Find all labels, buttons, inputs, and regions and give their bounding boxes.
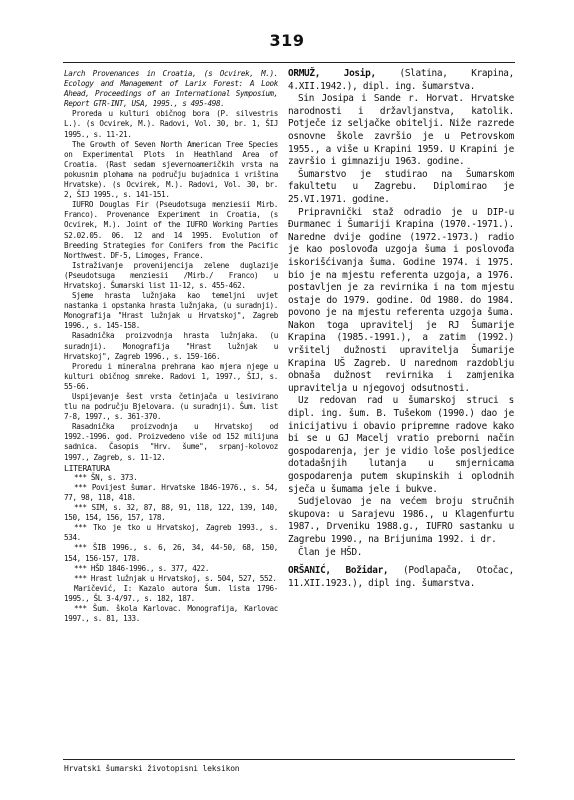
entry-ormuz-paragraph: Član je HŠD. bbox=[298, 546, 363, 558]
bibliography-item: Uspijevanje šest vrsta četinjača u lesivirano tlu na području Bjelovara. (u suradnji). Šum. list 7-8, 1997., s. 361-370. bbox=[64, 392, 278, 422]
page-number: 319 bbox=[269, 31, 305, 50]
literature-item: *** SIM, s. 32, 87, 88, 91, 118, 122, 139, 140, 150, 154, 156, 157, 178. bbox=[64, 503, 278, 523]
bibliography-item: Proreda u kulturi običnog bora (P. silvestris L.). (s Ocvirek, M.). Radovi, Vol. 30, br. 1, ŠIJ 1995., s. 11-21. bbox=[64, 109, 278, 139]
entry-ormuz-intro bbox=[288, 68, 514, 93]
entry-ormuz-paragraph: Uz redovan rad u šumarskoj struci s dipl. ing. šum. B. Tušekom (1990.) dao je inicijativu i obavio pripremne radove kako bi se u GJ Macelj vratio preborni način gospodarenja, jer je vidio loše posljedice dotadašnjih lutanja u smjernicama gospodarenja putem skupinskih i oplodnih sječa u šumama jele i bukve. bbox=[288, 395, 514, 495]
literature-item: *** Tko je tko u Hrvatskoj, Zagreb 1993., s. 534. bbox=[64, 523, 278, 543]
bibliography-item: The Growth of Seven North American Tree Species on Experimental Plots in Heathland Area of Croatia. (Rast sedam sjevernoameričkih vrsta na pokusnim plohama na području bujadnica i vriština Hrvatske). (s Ocvirek, M.). Radovi, Vol. 30, br. 2, ŠIJ 1995., s. 141-151. bbox=[64, 139, 278, 200]
literature-item: *** Hrast lužnjak u Hrvatskoj, s. 504, 527, 552. bbox=[74, 573, 277, 583]
literature-item: *** HŠD 1846-1996., s. 377, 422. bbox=[74, 563, 210, 573]
bibliography-item: IUFRO Douglas Fir (Pseudotsuga menziesii Mirb. Franco). Provenance Experiment in Croatia, (s Ocvirek, M.). Joint of the IUFRO Working Parties S2.02.05. 06. 12 and 14 1995. Evolution of Breeding Strategies for Conifers from the Pacific Northwest. DF-5, Limoges, France. bbox=[64, 200, 278, 260]
header-rule bbox=[63, 62, 515, 63]
right-column bbox=[288, 68, 514, 590]
entry-ormuz-paragraph: Sudjelovao je na većem broju stručnih skupova: u Sarajevu 1986., u Klagenfurtu 1987., Drveniku 1988.g., IUFRO sastanku u Zagrebu 1990., na Brijunima 1992. i dr. bbox=[288, 496, 514, 545]
literature-item: Maričević, I: Kazalo autora Šum. lista 1796-1995., ŠL 3-4/97., s. 182, 187. bbox=[64, 583, 278, 603]
entry-ormuz-paragraph: Šumarstvo je studirao na Šumarskom fakultetu u Zagrebu. Diplomirao je 25.VI.1971. godine. bbox=[288, 168, 514, 205]
entry-orsanic-details: (Podlapača, Otočac, 11.XII.1923.), dipl ing. šumarstva. bbox=[288, 565, 514, 589]
bibliography-item: Rasadnička proizvodnja hrasta lužnjaka. (u suradnji). Monografija "Hrast lužnjak u Hrvatskoj", Zagreb 1996., s. 159-166. bbox=[64, 331, 278, 361]
entry-ormuz-name: ORMUŽ, Josip, bbox=[288, 68, 376, 79]
bibliography-item: Larch Provenances in Croatia, (s Ocvirek, M.). Ecology and Management of Larix Forest: A Look Ahead, Proceedings of an International Symposium, Report GTR-INT, USA, 1995., s 495-498. bbox=[64, 69, 278, 109]
bibliography-item: Sjeme hrasta lužnjaka kao temeljni uvjet nastanka i opstanka hrasta lužnjaka, (u suradnji). Monografija "Hrast lužnjak u Hrvatskoj", Zagreb 1996., s. 145-158. bbox=[64, 291, 278, 331]
footer-rule bbox=[63, 759, 515, 760]
entry-orsanic-name: ORŠANIĆ, Božidar, bbox=[288, 565, 389, 577]
page-footer: Hrvatski šumarski životopisni leksikon bbox=[64, 764, 240, 773]
literature-item: *** Povijest šumar. Hrvatske 1846-1976., s. 54, 77, 98, 118, 418. bbox=[64, 482, 278, 502]
literature-heading: LITERATURA bbox=[64, 462, 110, 473]
bibliography-item: Proredu i mineralna prehrana kao mjera njege u kulturi običnog smreke. Radovi 1, 1997., ŠIJ, s. 55-66. bbox=[64, 361, 278, 391]
left-column bbox=[64, 69, 278, 624]
literature-item: *** ŠIB 1996., s. 6, 26, 34, 44-50, 68, 150, 154, 156-157, 178. bbox=[64, 543, 278, 563]
entry-ormuz-details: (Slatina, Krapina, 4.XII.1942.), dipl. ing. šumarstva. bbox=[288, 68, 514, 92]
entry-ormuz-paragraph: Pripravnički staž odradio je u DIP-u Đurmanec i Šumariji Krapina (1970.-1971.). Narednе dvije godine (1972.-1973.) radio je kao poslovođa uzgoja šuma i poslovođa iskorišćivanja šuma. Godine 1974. i 1975. bio je na mjestu referenta uzgoja, a 1976. postavljen je za revirnika i na tom mjestu ostaje do 1979. godine. Od 1980. do 1984. povono je na mjestu referenta uzgoja šuma. Nakon toga upravitelj je RJ Šumarije Krapina (1985.-1991.), a zatim (1992.) vršitelj dužnosti upravitelja Šumarije Krapina UŠ Zagreb. U narednom razdoblju obnaša dužnost revirnika i zamjenika upravitelja u njegovoj odsutnosti. bbox=[288, 206, 514, 394]
entry-orsanic-intro bbox=[288, 565, 514, 590]
entry-ormuz-paragraph: Sin Josipa i Sande r. Horvat. Hrvatske narodnosti i državljanstva, katolik. Potječe iz seljačke obitelji. Niže razrede osnovne škole završio je u Petrovskom 1955., a više u Krapini 1959. U Krapini je završio i gimnaziju 1963. godine. bbox=[288, 93, 514, 168]
literature-item: *** ŠN, s. 373. bbox=[74, 472, 138, 482]
bibliography-item: Istraživanje provenijencija zelene duglazije (Pseudotsuga menziesii /Mirb./ Franco) u Hrvatskoj. Šumarski list 11-12, s. 455-462. bbox=[64, 260, 278, 290]
literature-item: *** Šum. škola Karlovac. Monografija, Karlovac 1997., s. 81, 133. bbox=[64, 603, 278, 624]
bibliography-item: Rasadnička proizvodnja u Hrvatskoj od 1992.-1996. god. Proizvedeno više od 152 milijuna sadnica. Časopis "Hrv. šume", srpanj-kolovoz 1997., Zagreb, s. 11-12. bbox=[64, 422, 278, 462]
